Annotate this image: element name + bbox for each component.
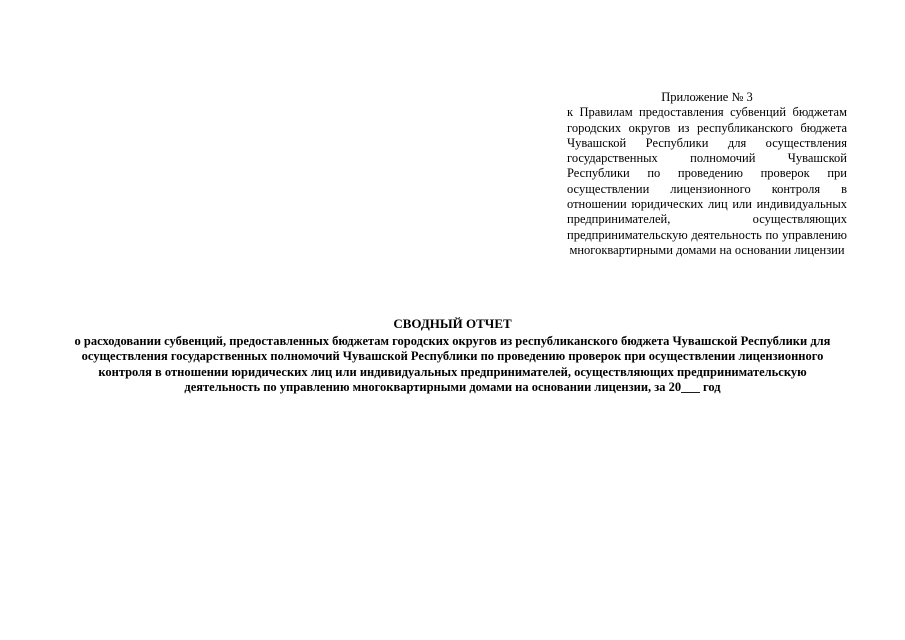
report-title: СВОДНЫЙ ОТЧЕТ bbox=[393, 316, 512, 331]
appendix-block bbox=[567, 90, 847, 258]
appendix-body: к Правилам предоставления субвенций бюджетам городских округов из республиканского бюджета Чувашской Республики для осуществления государственных полномочий Чувашской Республики по проведению проверок при осуществлении лицензионного контроля в отношении юридических лиц или индивидуальных предпринимателей, осуществляющих предпринимательскую деятельность по управлению многоквартирными домами на основании лицензии bbox=[567, 105, 847, 257]
report-block bbox=[60, 316, 845, 396]
report-subtitle: о расходовании субвенций, предоставленных бюджетам городских округов из республиканского бюджета Чувашской Республики для осуществления государственных полномочий Чувашской Республики по проведению проверок при осуществлении лицензионного контроля в отношении юридических лиц или индивидуальных предпринимателей, осуществляющих предпринимательскую деятельность по управлению многоквартирными домами на основании лицензии, за 20___ год bbox=[74, 333, 831, 395]
appendix-title: Приложение № 3 bbox=[661, 90, 753, 104]
